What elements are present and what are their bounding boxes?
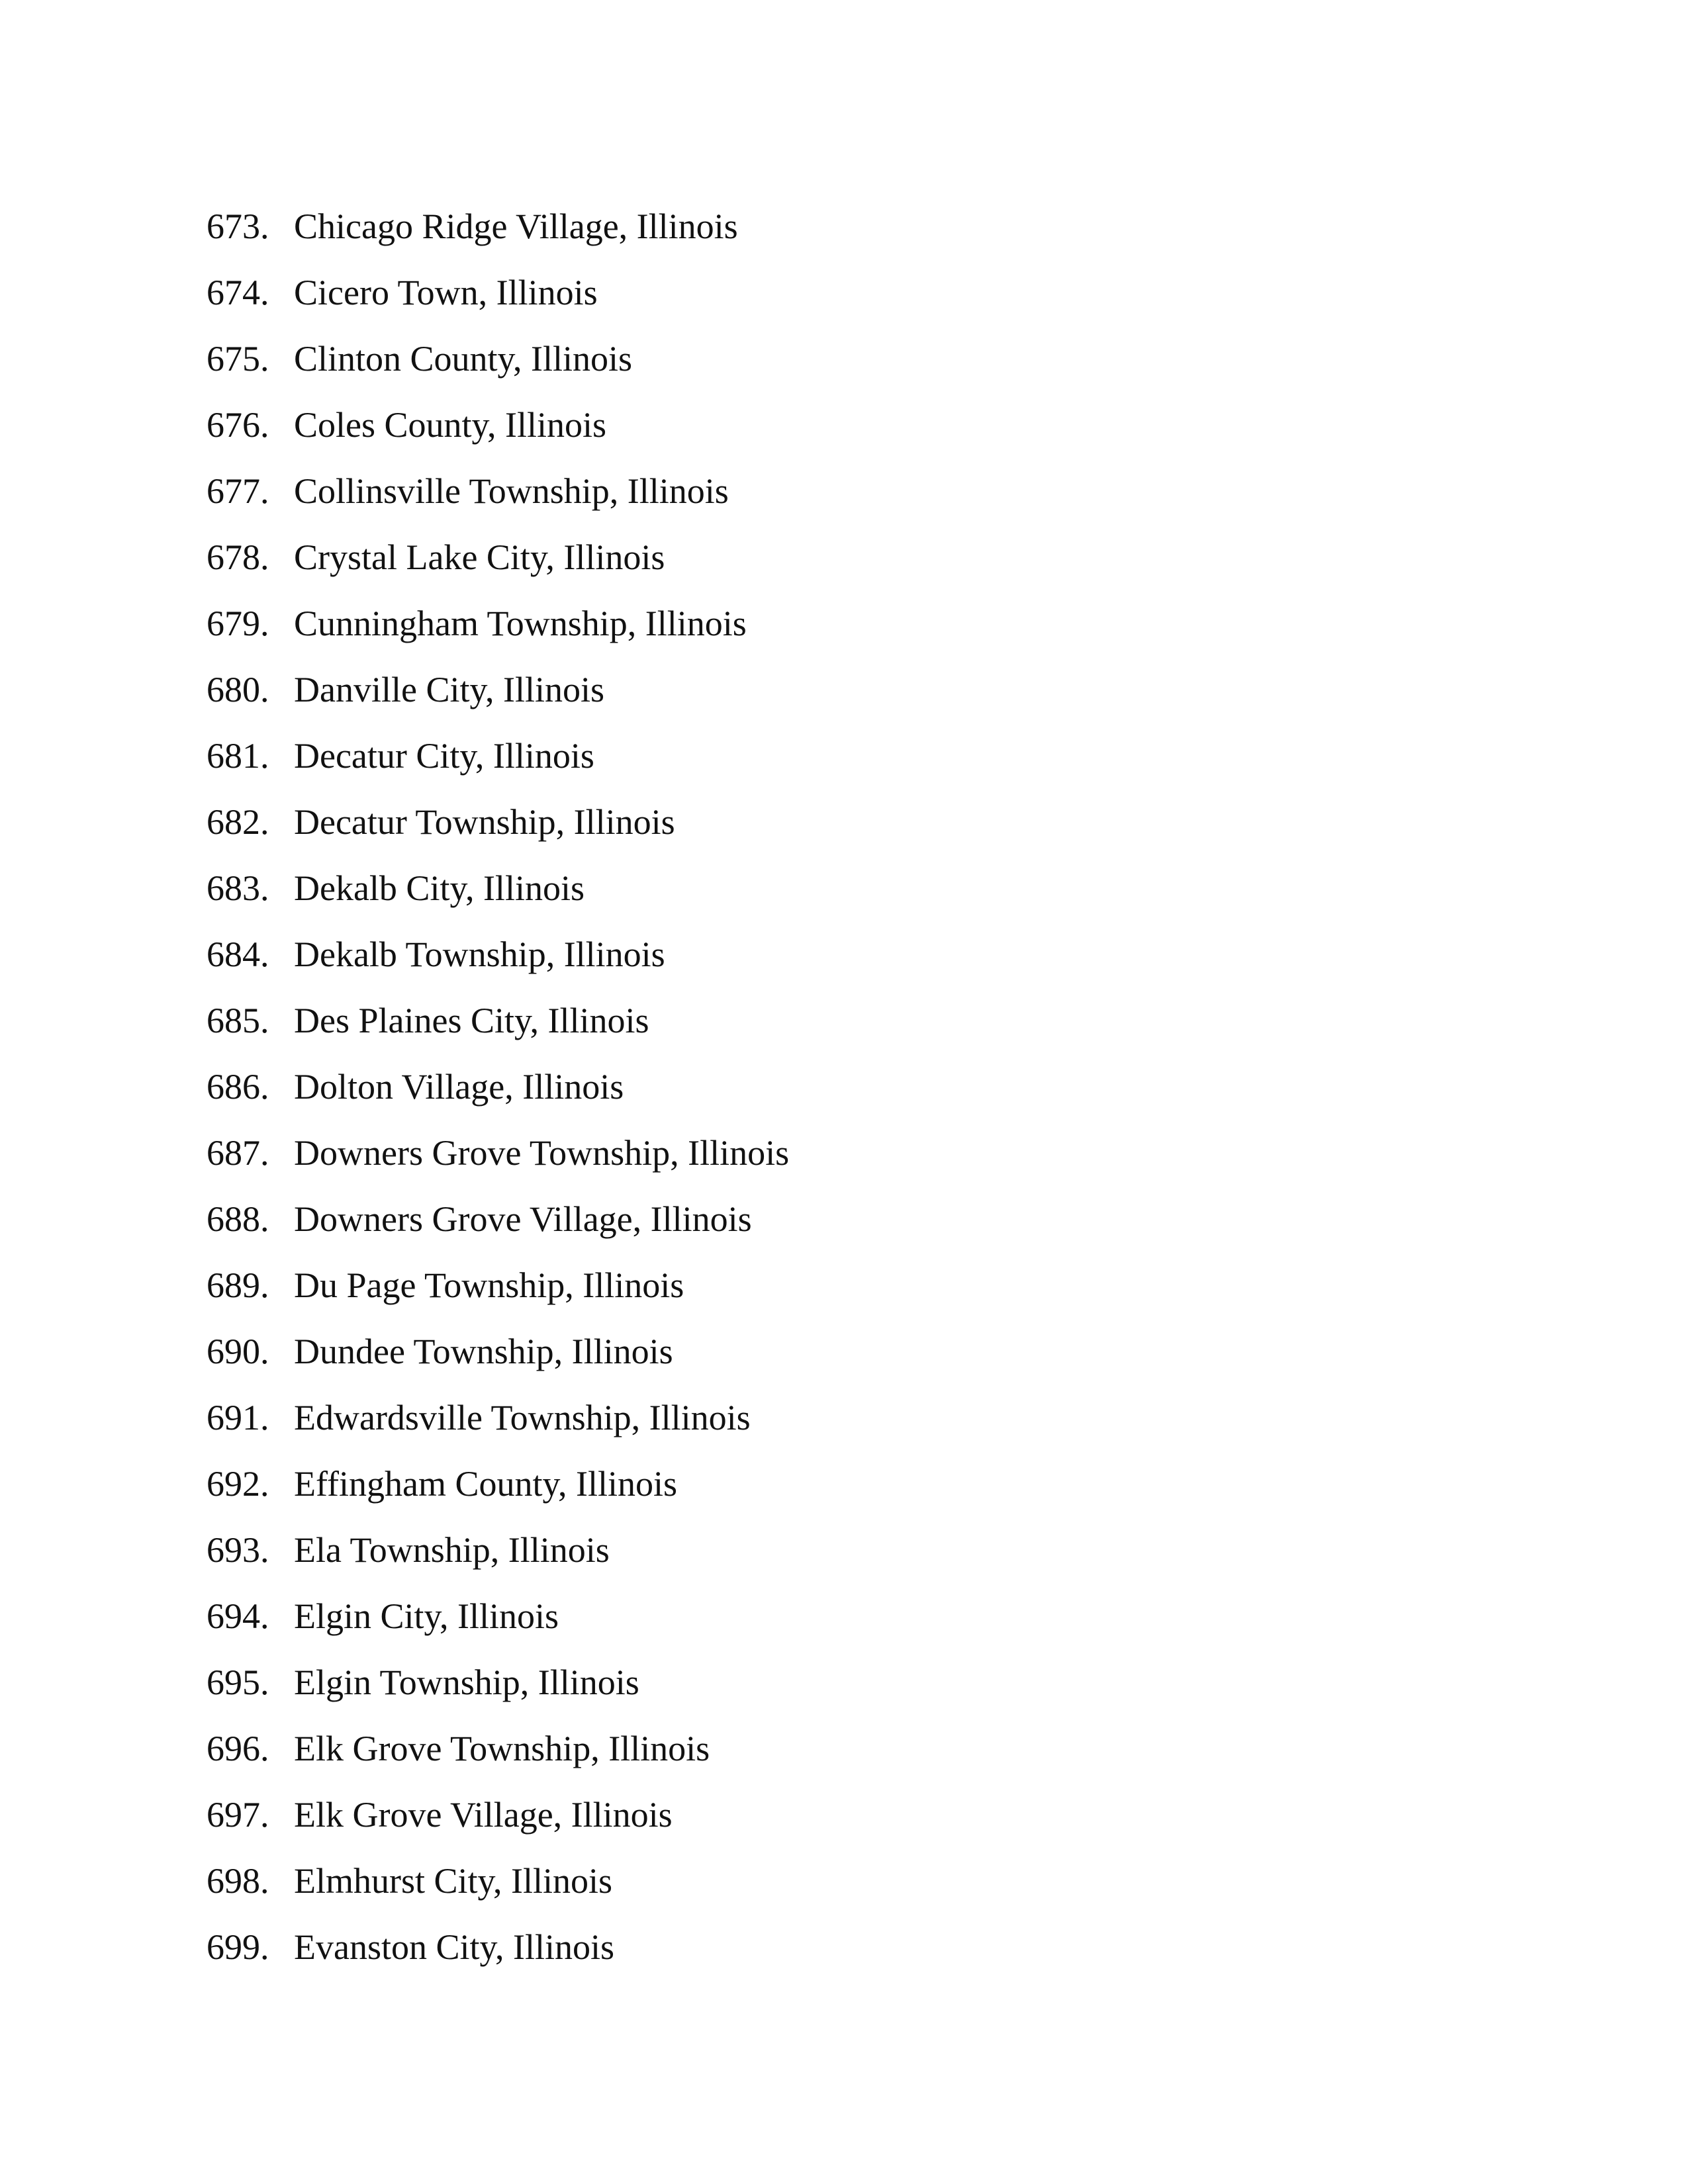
list-item-name: Dundee Township, Illinois <box>294 1332 673 1371</box>
list-item-number: 678. <box>207 537 269 577</box>
list-item-name: Coles County, Illinois <box>294 405 607 445</box>
list-item <box>207 259 789 326</box>
numbered-list <box>207 193 789 1980</box>
list-item-number: 675. <box>207 339 269 379</box>
list-item <box>207 723 789 789</box>
list-item-number: 692. <box>207 1464 269 1504</box>
list-item-name: Chicago Ridge Village, Illinois <box>294 206 738 246</box>
list-item-name: Decatur Township, Illinois <box>294 802 675 842</box>
list-item <box>207 1649 789 1715</box>
list-item <box>207 1782 789 1848</box>
list-item <box>207 1517 789 1583</box>
list-item-number: 687. <box>207 1133 269 1173</box>
list-item <box>207 1914 789 1980</box>
list-item-name: Decatur City, Illinois <box>294 736 594 776</box>
list-item <box>207 1451 789 1517</box>
list-item <box>207 458 789 524</box>
list-item-name: Edwardsville Township, Illinois <box>294 1398 751 1437</box>
list-item-number: 679. <box>207 604 269 643</box>
list-item <box>207 1186 789 1252</box>
list-item <box>207 657 789 723</box>
list-item-name: Downers Grove Township, Illinois <box>294 1133 790 1173</box>
list-item-number: 685. <box>207 1001 269 1040</box>
list-item-number: 693. <box>207 1530 269 1570</box>
list-item <box>207 1715 789 1782</box>
list-item <box>207 392 789 458</box>
list-item-name: Dolton Village, Illinois <box>294 1067 624 1107</box>
list-item-name: Elk Grove Township, Illinois <box>294 1729 710 1768</box>
list-item-number: 694. <box>207 1596 269 1636</box>
list-item-name: Evanston City, Illinois <box>294 1927 614 1967</box>
list-item-name: Collinsville Township, Illinois <box>294 471 729 511</box>
list-item-number: 696. <box>207 1729 269 1768</box>
list-item <box>207 1252 789 1318</box>
list-item-name: Elgin City, Illinois <box>294 1596 559 1636</box>
list-item-name: Elmhurst City, Illinois <box>294 1861 613 1901</box>
list-item-name: Effingham County, Illinois <box>294 1464 677 1504</box>
list-item-number: 689. <box>207 1265 269 1305</box>
list-item <box>207 1848 789 1914</box>
list-item <box>207 855 789 921</box>
list-item-number: 674. <box>207 273 269 312</box>
list-item-number: 698. <box>207 1861 269 1901</box>
list-item-number: 697. <box>207 1795 269 1835</box>
list-item <box>207 1583 789 1649</box>
list-item <box>207 590 789 657</box>
list-item-name: Ela Township, Illinois <box>294 1530 610 1570</box>
list-item <box>207 1054 789 1120</box>
list-item-name: Du Page Township, Illinois <box>294 1265 684 1305</box>
list-item-name: Danville City, Illinois <box>294 670 604 709</box>
list-item-number: 676. <box>207 405 269 445</box>
list-item-name: Downers Grove Village, Illinois <box>294 1199 752 1239</box>
list-item-number: 691. <box>207 1398 269 1437</box>
list-item <box>207 1385 789 1451</box>
list-item <box>207 987 789 1054</box>
list-item-number: 699. <box>207 1927 269 1967</box>
list-item-number: 690. <box>207 1332 269 1371</box>
list-item-number: 681. <box>207 736 269 776</box>
list-item-name: Cicero Town, Illinois <box>294 273 598 312</box>
list-item-name: Elgin Township, Illinois <box>294 1662 639 1702</box>
list-item-number: 677. <box>207 471 269 511</box>
list-item-number: 673. <box>207 206 269 246</box>
list-item-name: Clinton County, Illinois <box>294 339 633 379</box>
list-item-name: Cunningham Township, Illinois <box>294 604 747 643</box>
list-item-number: 695. <box>207 1662 269 1702</box>
list-item-number: 683. <box>207 868 269 908</box>
list-item-name: Crystal Lake City, Illinois <box>294 537 665 577</box>
list-item-number: 686. <box>207 1067 269 1107</box>
list-item <box>207 789 789 855</box>
list-item-name: Dekalb Township, Illinois <box>294 934 665 974</box>
list-item-name: Des Plaines City, Illinois <box>294 1001 649 1040</box>
list-item-name: Elk Grove Village, Illinois <box>294 1795 673 1835</box>
list-item-number: 688. <box>207 1199 269 1239</box>
list-item-name: Dekalb City, Illinois <box>294 868 585 908</box>
list-item <box>207 193 789 259</box>
list-item <box>207 1120 789 1186</box>
list-item <box>207 326 789 392</box>
list-item <box>207 1318 789 1385</box>
list-item-number: 684. <box>207 934 269 974</box>
list-item-number: 682. <box>207 802 269 842</box>
list-item-number: 680. <box>207 670 269 709</box>
list-item <box>207 921 789 987</box>
list-item <box>207 524 789 590</box>
